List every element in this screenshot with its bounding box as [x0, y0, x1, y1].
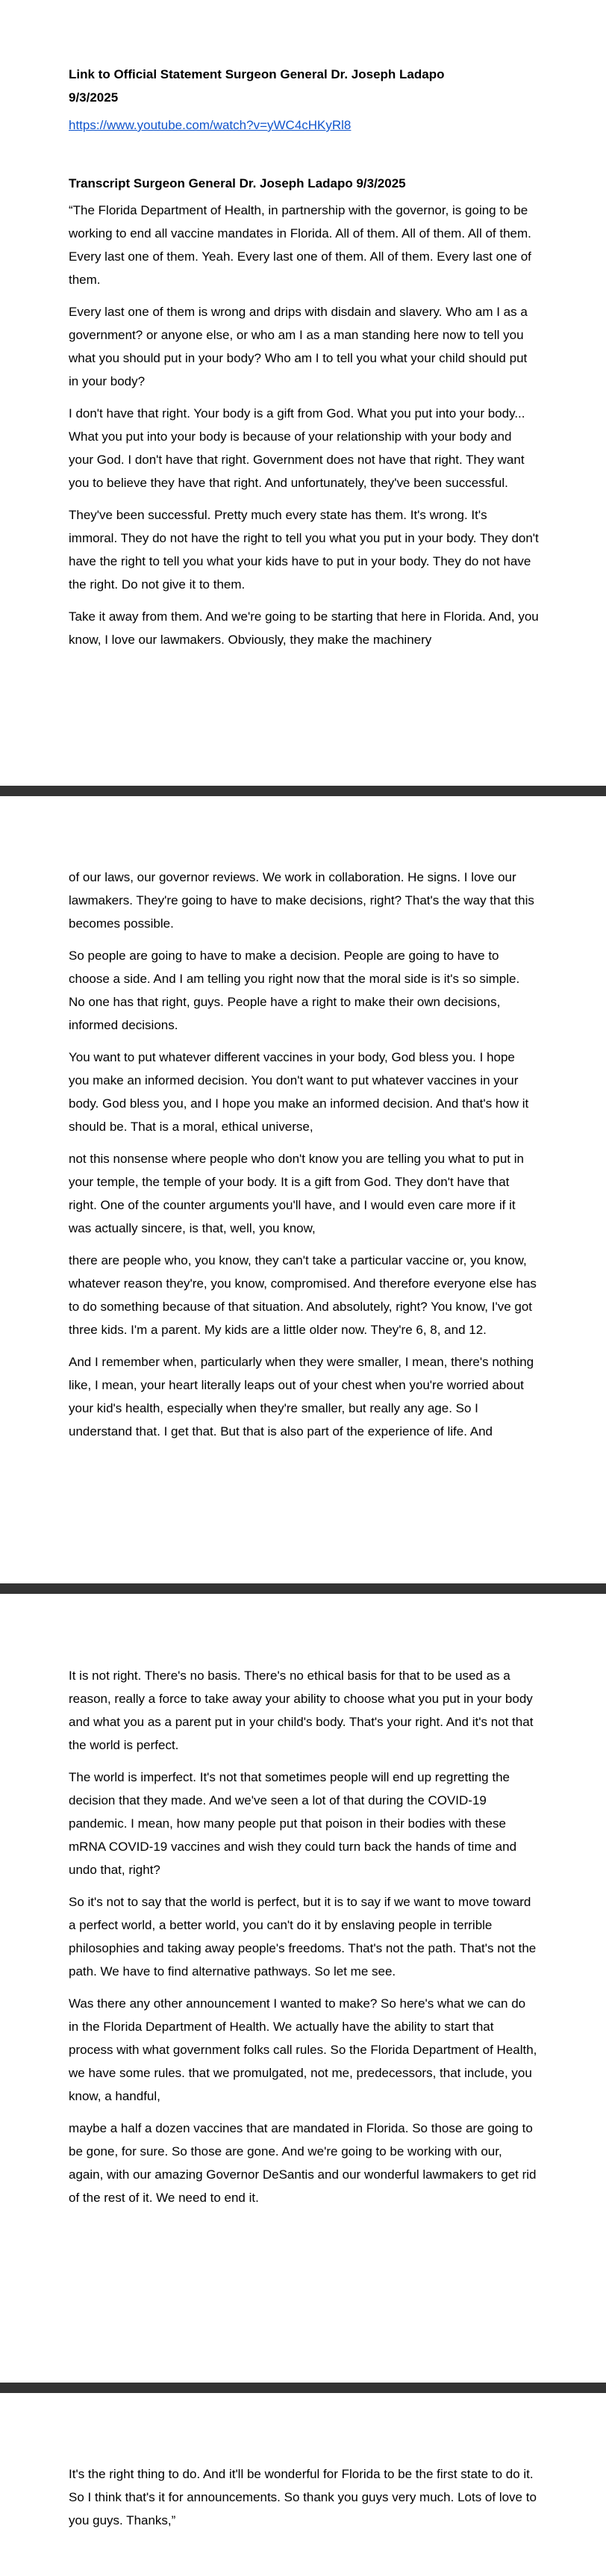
paragraph: They've been successful. Pretty much every state has them. It's wrong. It's immoral. They do not have the right to tell you what you put in your body. They don't have the right to tell you what your kids have to put in your body. They do not have the right. Do not give it to them. [69, 508, 539, 592]
page-2-content [69, 866, 539, 1452]
page-4 [0, 2393, 606, 2576]
paragraph: of our laws, our governor reviews. We work in collaboration. He signs. I love our lawmakers. They're going to have to make decisions, right? That's the way that this becomes possible. [69, 870, 534, 931]
paragraph: And I remember when, particularly when they were smaller, I mean, there's nothing like, I mean, your heart literally leaps out of your chest when you're worried about your kid's health, especially when they're smaller, but really any age. So I understand that. I get that. But that is also part of the experience of life. And [69, 1355, 534, 1438]
paragraph: maybe a half a dozen vaccines that are mandated in Florida. So those are going to be gone, for sure. So those are gone. And we're going to be working with our, again, with our amazing Governor DeSantis and our wonderful lawmakers to get rid of the rest of it. We need to end it. [69, 2121, 537, 2205]
page-3-content [69, 1664, 539, 2218]
paragraph: Every last one of them is wrong and drips with disdain and slavery. Who am I as a government? or anyone else, or who am I as a man standing here now to tell you what you should put in your body? Who am I to tell you what your child should put in your body? [69, 305, 528, 388]
page-1-content [69, 63, 539, 660]
paragraph: It's the right thing to do. And it'll be wonderful for Florida to be the first state to do it. So I think that's it for announcements. So thank you guys very much. Lots of love to you guys. Thanks,” [69, 2467, 537, 2527]
paragraph: You want to put whatever different vaccines in your body, God bless you. I hope you make an informed decision. You don't want to put whatever vaccines in your body. God bless you, and I hope you make an informed decision. And that's how it should be. That is a moral, ethical universe, [69, 1050, 529, 1134]
youtube-link[interactable]: https://www.youtube.com/watch?v=yWC4cHKyRl8 [69, 118, 352, 132]
paragraph: Was there any other announcement I wanted to make? So here's what we can do in the Florida Department of Health. We actually have the ability to start that process with what government folks call rules. So the Florida Department of Health, we have some rules. that we promulgated, not me, predecessors, that include, you know, a handful, [69, 1996, 537, 2103]
page-2 [0, 796, 606, 1583]
page-divider [0, 786, 606, 796]
link-heading-line-2: 9/3/2025 [69, 90, 119, 105]
page-3 [0, 1594, 606, 2383]
paragraph: The world is imperfect. It's not that sometimes people will end up regretting the decision that they made. And we've seen a lot of that during the COVID-19 pandemic. I mean, how many people put that poison in their bodies with these mRNA COVID-19 vaccines and wish they could turn back the hands of time and undo that, right? [69, 1770, 517, 1877]
page-4-content [69, 2462, 539, 2541]
paragraph: I don't have that right. Your body is a gift from God. What you put into your body... What you put into your body is because of your relationship with your body and your God. I don't have that right. Government does not have that right. They want you to believe they have that right. And unfortunately, they've been successful. [69, 406, 525, 490]
paragraph: It is not right. There's no basis. There's no ethical basis for that to be used as a reason, really a force to take away your ability to choose what you put in your body and what you as a parent put in your child's body. That's your right. And it's not that the world is perfect. [69, 1669, 534, 1752]
link-heading-line-1: Link to Official Statement Surgeon General Dr. Joseph Ladapo [69, 67, 445, 81]
paragraph: So it's not to say that the world is perfect, but it is to say if we want to move toward a perfect world, a better world, you can't do it by enslaving people in terrible philosophies and taking away people's freedoms. That's not the path. That's not the path. We have to find alternative pathways. So let me see. [69, 1895, 537, 1978]
paragraph: Take it away from them. And we're going to be starting that here in Florida. And, you know, I love our lawmakers. Obviously, they make the machinery [69, 609, 539, 647]
paragraph: there are people who, you know, they can't take a particular vaccine or, you know, whatever reason they're, you know, compromised. And therefore everyone else has to do something because of that situation. And absolutely, right? You know, I've got three kids. I'm a parent. My kids are a little older now. They're 6, 8, and 12. [69, 1253, 537, 1337]
paragraph: So people are going to have to make a decision. People are going to have to choose a side. And I am telling you right now that the moral side is it's so simple. No one has that right, guys. People have a right to make their own decisions, informed decisions. [69, 949, 520, 1032]
paragraph: not this nonsense where people who don't know you are telling you what to put in your temple, the temple of your body. It is a gift from God. They don't have that right. One of the counter arguments you'll have, and I would even care more if it was actually sincere, is that, well, you know, [69, 1152, 524, 1235]
paragraph: “The Florida Department of Health, in partnership with the governor, is going to be working to end all vaccine mandates in Florida. All of them. All of them. All of them. Every last one of them. Yeah. Every last one of them. All of them. Every last one of them. [69, 203, 531, 287]
page-divider [0, 1583, 606, 1594]
transcript-heading: Transcript Surgeon General Dr. Joseph Ladapo 9/3/2025 [69, 176, 406, 190]
page-1 [0, 0, 606, 786]
page-divider [0, 2383, 606, 2393]
